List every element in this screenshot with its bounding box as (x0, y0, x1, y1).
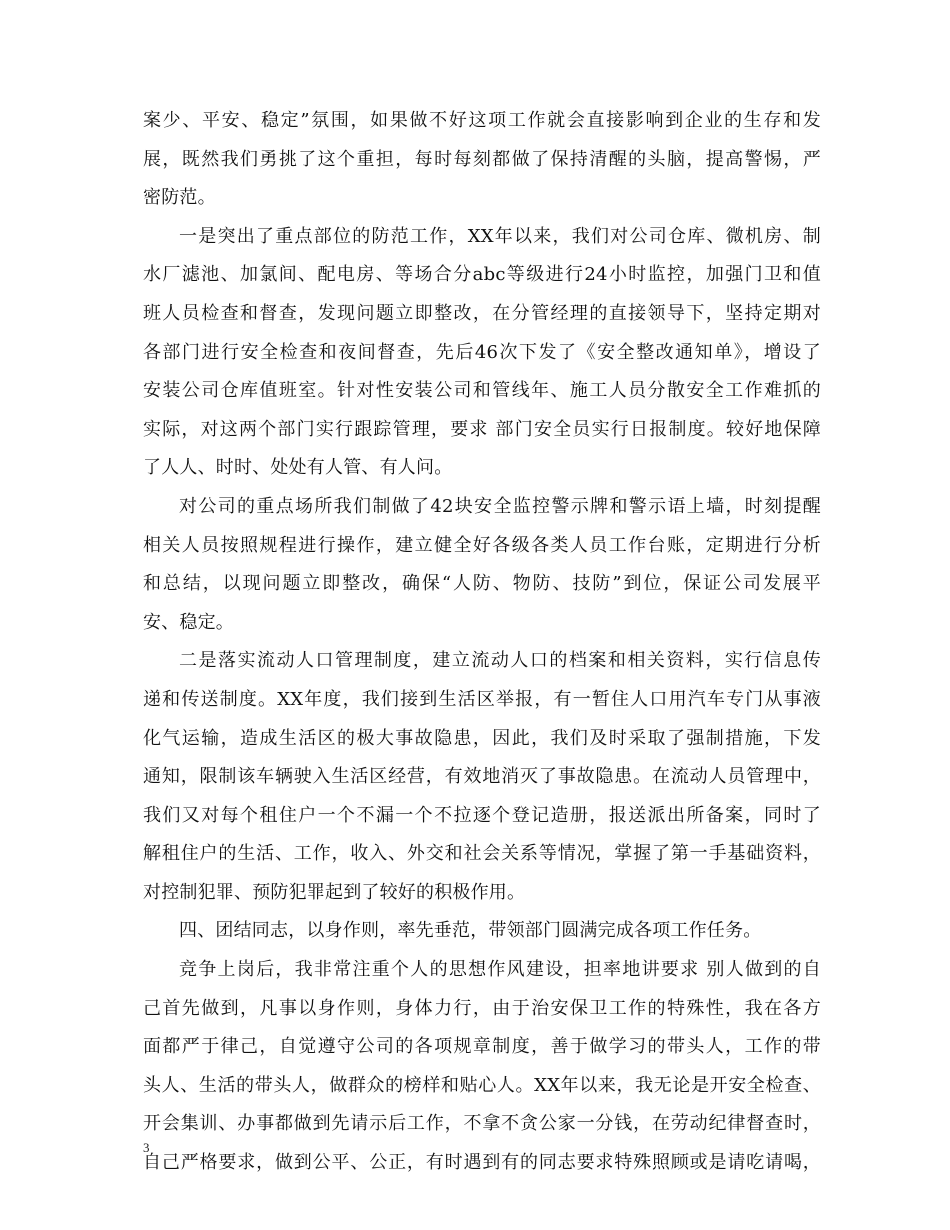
page-number: 3 (143, 1140, 150, 1155)
text-line: 头人、生活的带头人，做群众的榜样和贴心人。XX年以来，我无论是开安全检查、 (143, 1074, 821, 1096)
text-line: 相关人员按照规程进行操作，建立健全好各级各类人员工作台账，定期进行分析 (143, 534, 821, 556)
text-line: 递和传送制度。XX年度，我们接到生活区举报，有一暂住人口用汽车专门从事液 (143, 688, 821, 710)
text-line: 开会集训、办事都做到先请示后工作，不拿不贪公家一分钱，在劳动纪律督查时， (143, 1113, 821, 1135)
text-line: 案少、平安、稳定”氛围，如果做不好这项工作就会直接影响到企业的生存和发 (143, 110, 821, 131)
text-line: 面都严于律己，自觉遵守公司的各项规章制度，善于做学习的带头人，工作的带 (143, 1036, 821, 1058)
text-line: 己首先做到，凡事以身作则，身体力行，由于治安保卫工作的特殊性，我在各方 (143, 997, 821, 1019)
text-line: 了人人、时时、处处有人管、有人问。 (143, 457, 453, 479)
text-line: 安、稳定。 (143, 611, 234, 633)
text-line: 二是落实流动人口管理制度，建立流动人口的档案和相关资料，实行信息传 (179, 650, 821, 672)
text-line: 各部门进行安全检查和夜间督查，先后46次下发了《安全整改通知单》，增设了 (143, 341, 821, 363)
text-line: 密防范。 (143, 187, 216, 209)
document-body (143, 102, 821, 1183)
text-line: 安装公司仓库值班室。针对性安装公司和管线年、施工人员分散安全工作难抓的 (143, 380, 821, 402)
text-line: 和总结，以现问题立即整改，确保“人防、物防、技防”到位，保证公司发展平 (143, 573, 821, 595)
text-line: 竞争上岗后，我非常注重个人的思想作风建设，担率地讲要求 别人做到的自 (179, 959, 821, 981)
text-line: 我们又对每个租住户一个不漏一个不拉逐个登记造册，报送派出所备案，同时了 (143, 804, 821, 826)
text-line: 一是突出了重点部位的防范工作，XX年以来，我们对公司仓库、微机房、制 (179, 225, 821, 247)
text-line: 自己严格要求，做到公平、公正，有时遇到有的同志要求特殊照顾或是请吃请喝， (143, 1152, 821, 1174)
text-line: 通知，限制该车辆驶入生活区经营，有效地消灭了事故隐患。在流动人员管理中， (143, 766, 821, 788)
text-line: 水厂滤池、加氯间、配电房、等场合分abc等级进行24小时监控，加强门卫和值 (143, 264, 821, 286)
text-line: 对公司的重点场所我们制做了42块安全监控警示牌和警示语上墙，时刻提醒 (179, 495, 821, 517)
text-line: 化气运输，造成生活区的极大事故隐患，因此，我们及时采取了强制措施，下发 (143, 727, 821, 749)
text-line: 解租住户的生活、工作，收入、外交和社会关系等情况，掌握了第一手基础资料， (143, 843, 821, 865)
text-line: 实际，对这两个部门实行跟踪管理，要求 部门安全员实行日报制度。较好地保障 (143, 418, 821, 440)
text-line: 对控制犯罪、预防犯罪起到了较好的积极作用。 (143, 881, 526, 903)
text-line: 班人员检查和督查，发现问题立即整改，在分管经理的直接领导下，坚持定期对 (143, 302, 821, 324)
text-line: 四、团结同志，以身作则，率先垂范，带领部门圆满完成各项工作任务。 (179, 920, 762, 942)
text-line: 展，既然我们勇挑了这个重担，每时每刻都做了保持清醒的头脑，提高警惕，严 (143, 148, 821, 170)
